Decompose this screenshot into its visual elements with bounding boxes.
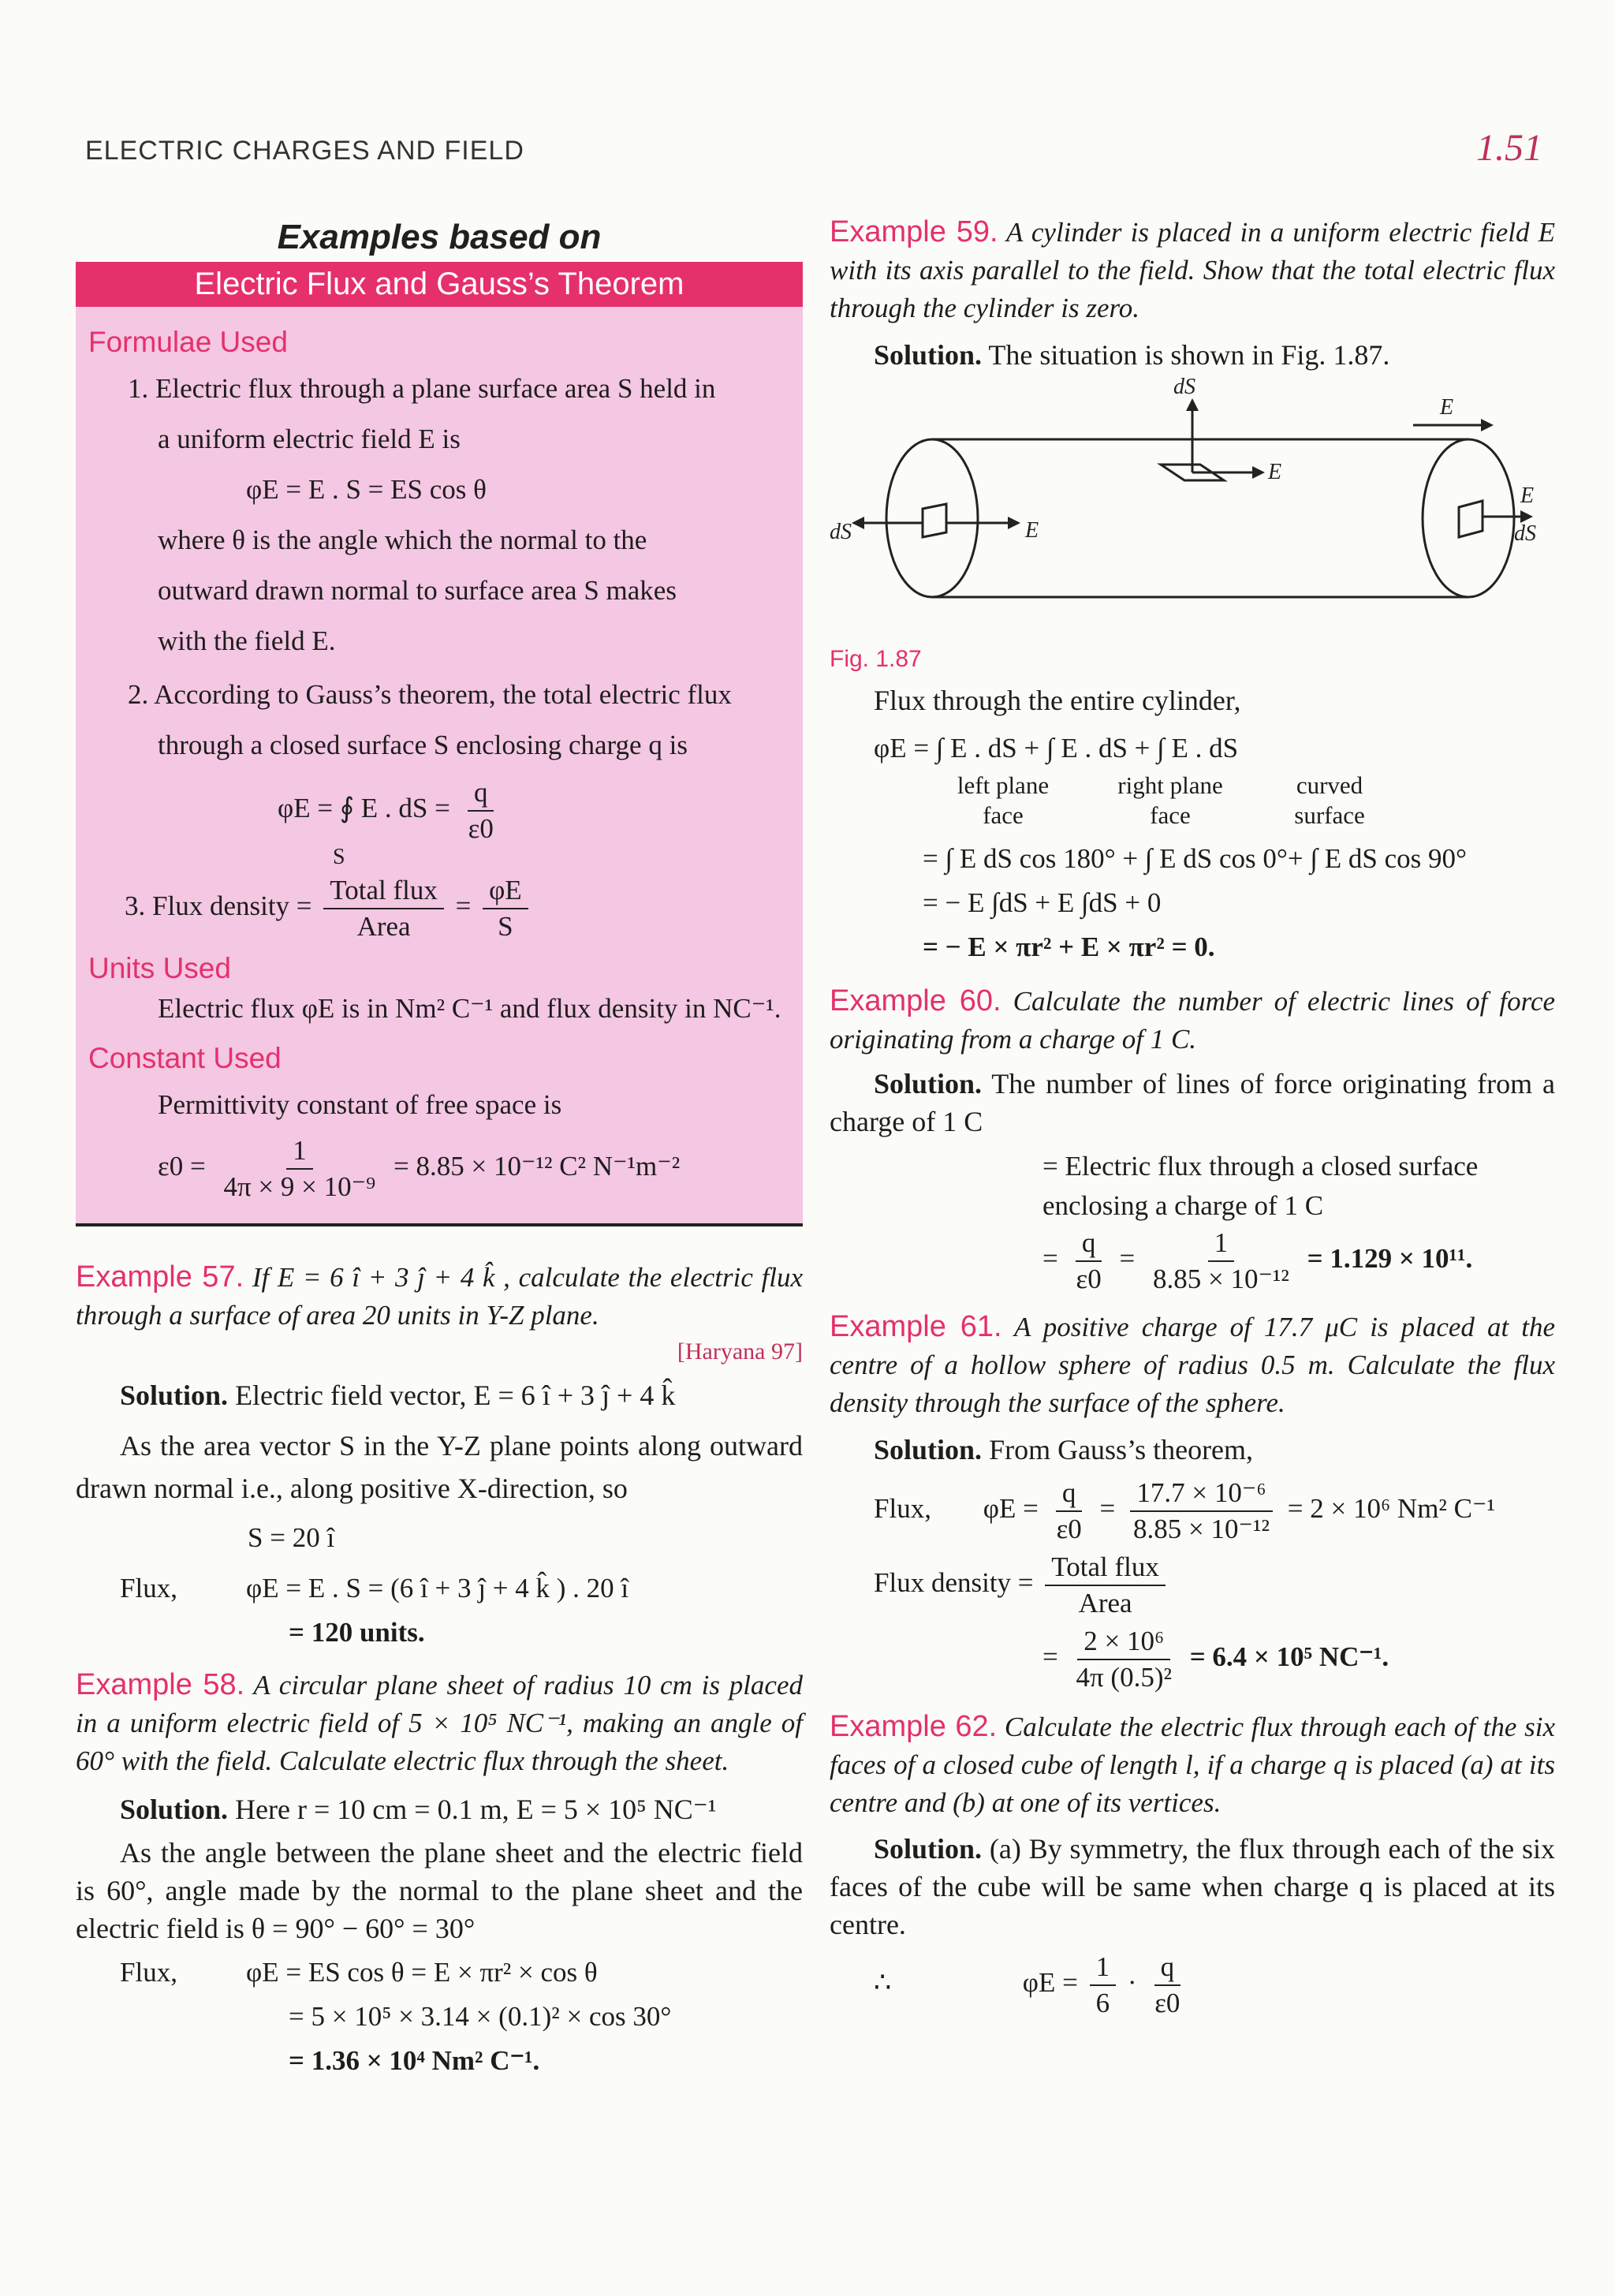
formula-2-numerator: q bbox=[468, 775, 494, 812]
example-58-eq-3: = 1.36 × 10⁴ Nm² C⁻¹. bbox=[289, 2045, 540, 2076]
box-title: Examples based on bbox=[277, 218, 602, 256]
example-62 bbox=[830, 1708, 1555, 2021]
solution-label: Solution. bbox=[874, 1068, 983, 1099]
arrowhead bbox=[1008, 517, 1020, 529]
example-60-label: Example 60. bbox=[830, 984, 1001, 1017]
denominator: 8.85 × 10⁻¹² bbox=[1133, 1514, 1270, 1544]
constant-equation bbox=[88, 1133, 787, 1204]
example-59-eq-4: = − E × πr² + E × πr² = 0. bbox=[923, 931, 1215, 962]
solution-label: Solution. bbox=[120, 1379, 229, 1411]
formula-2-lhs: φE = ∮ E . dS = bbox=[278, 793, 450, 824]
example-62-question bbox=[830, 1708, 1555, 1822]
example-61-text: A positive charge of 17.7 μC is placed at the centre of a hollow sphere of radius 0.5 m. Calculate the flux density through the surface of the sphere. bbox=[830, 1312, 1556, 1418]
left-patch bbox=[923, 504, 946, 537]
example-57-eq-2-text: φE = E . S = (6 î + 3 ĵ + 4 k̂ ) . 20 î bbox=[246, 1573, 629, 1603]
numerator: 2 × 10⁶ bbox=[1077, 1624, 1170, 1660]
formula-2-fraction bbox=[462, 775, 500, 846]
left-end-face bbox=[886, 439, 978, 597]
arrowhead bbox=[1186, 398, 1199, 411]
example-58-eq-1-text: φE = ES cos θ = E × πr² × cos θ bbox=[246, 1957, 598, 1988]
example-61-flux-eq bbox=[830, 1476, 1555, 1547]
denominator: Area bbox=[1078, 1588, 1132, 1618]
formulae-heading: Formulae Used bbox=[88, 326, 288, 358]
example-59-solution-1-text: The situation is shown in Fig. 1.87. bbox=[988, 339, 1390, 371]
label-ds-left: dS bbox=[830, 520, 852, 544]
example-62-fraction-1 bbox=[1090, 1950, 1117, 2021]
page-number: 1.51 bbox=[1476, 127, 1542, 169]
example-58-flux-label: Flux, bbox=[120, 1957, 177, 1988]
formula-2-line-b: through a closed surface S enclosing charge q is bbox=[158, 730, 688, 760]
example-61-density-label: Flux density = bbox=[874, 1567, 1034, 1599]
example-61-flux-fraction-1 bbox=[1050, 1476, 1088, 1547]
formula-3-denominator-a: Area bbox=[356, 911, 411, 942]
formula-2-equation bbox=[88, 775, 787, 868]
dot-operator: · bbox=[1127, 1967, 1137, 1999]
example-62-text: Calculate the electric flux through each of the six faces of a closed cube of length l, if a charge q is placed (a) at its centre and (b) at one of its vertices. bbox=[830, 1712, 1555, 1818]
example-57-solution-1-text: Electric field vector, E = 6 î + 3 ĵ + 4 k̂ bbox=[235, 1379, 676, 1411]
example-59-text: A cylinder is placed in a uniform electric field E with its axis parallel to the field. Show that the total electric flux through the cylinder is zero. bbox=[830, 217, 1555, 323]
example-57-source: [Haryana 97] bbox=[677, 1338, 803, 1365]
solution-label: Solution. bbox=[120, 1794, 229, 1825]
formula-3-lhs: 3. Flux density = bbox=[125, 890, 312, 922]
example-57-eq-2 bbox=[76, 1566, 803, 1611]
example-61-density-fraction bbox=[1045, 1550, 1166, 1621]
constant-denominator: 4π × 9 × 10⁻⁹ bbox=[223, 1171, 376, 1202]
example-58-text: A circular plane sheet of radius 10 cm is placed in a uniform electric field of 5 × 10⁵ NC⁻¹, making an angle of 60° with the field. Calculate electric flux through the sheet. bbox=[76, 1670, 803, 1776]
figure-caption: Fig. 1.87 bbox=[830, 646, 922, 672]
example-60-eq-1: = Electric flux through a closed surface enclosing a charge of 1 C bbox=[1042, 1151, 1479, 1221]
formula-1-line-d: outward drawn normal to surface area S makes bbox=[158, 575, 677, 606]
example-57-solution-1 bbox=[76, 1374, 803, 1417]
label-ds-top: dS bbox=[1173, 376, 1195, 399]
units-text: Electric flux φE is in Nm² C⁻¹ and flux density in NC⁻¹. bbox=[158, 993, 781, 1024]
example-62-eq bbox=[830, 1950, 1555, 2021]
right-column bbox=[830, 213, 1555, 2021]
label-e-right: E bbox=[1520, 483, 1535, 508]
example-61-density-fraction-2 bbox=[1070, 1624, 1178, 1695]
label-e-mid: E bbox=[1268, 460, 1282, 484]
denominator: ε0 bbox=[1154, 1988, 1180, 2018]
face-label-right: right plane face bbox=[1117, 771, 1223, 829]
face-label-curved: curved surface bbox=[1294, 771, 1365, 829]
constant-text: Permittivity constant of free space is bbox=[158, 1089, 562, 1120]
example-61-flux-rhs: = 2 × 10⁶ Nm² C⁻¹ bbox=[1287, 1493, 1495, 1525]
example-58-label: Example 58. bbox=[76, 1668, 245, 1701]
solution-label: Solution. bbox=[874, 1833, 983, 1865]
arrowhead bbox=[1252, 466, 1265, 479]
arrowhead bbox=[852, 517, 864, 529]
example-59-solution-1 bbox=[830, 334, 1555, 376]
example-57 bbox=[76, 1258, 803, 1655]
example-61-density-eq-2 bbox=[830, 1624, 1555, 1695]
example-60 bbox=[830, 982, 1555, 1297]
example-57-label: Example 57. bbox=[76, 1260, 244, 1294]
formula-2-denominator: ε0 bbox=[468, 813, 494, 844]
formulae-box bbox=[76, 307, 803, 1226]
example-60-eq-2 bbox=[830, 1226, 1555, 1297]
numerator: 17.7 × 10⁻⁶ bbox=[1130, 1476, 1272, 1512]
example-58-solution-1-text: Here r = 10 cm = 0.1 m, E = 5 × 10⁵ NC⁻¹ bbox=[235, 1794, 717, 1825]
constant-numerator: 1 bbox=[286, 1133, 313, 1170]
equals-sign: = bbox=[1099, 1493, 1116, 1525]
example-57-eq-1: S = 20 î bbox=[248, 1522, 335, 1553]
example-62-fraction-2 bbox=[1148, 1950, 1186, 2021]
example-62-solution-1-text: (a) By symmetry, the flux through each of the six faces of the cube will be same when charge q is placed at its centre. bbox=[830, 1833, 1555, 1940]
example-59-eq-2: = ∫ E dS cos 180° + ∫ E dS cos 0°+ ∫ E dS cos 90° bbox=[923, 843, 1467, 874]
example-58-solution-2: As the angle between the plane sheet and the electric field is 60°, angle made by the normal to the plane sheet and the electric field is θ = 90° − 60° = 30° bbox=[76, 1837, 803, 1944]
example-57-text: If E = 6 î + 3 ĵ + 4 k̂ , calculate the electric flux through a surface of area 20 units in Y-Z plane. bbox=[76, 1262, 804, 1331]
example-57-eq-3: = 120 units. bbox=[289, 1617, 425, 1648]
example-58-question bbox=[76, 1666, 803, 1780]
units-heading: Units Used bbox=[88, 952, 231, 984]
example-59-eq-3: = − E ∫dS + E ∫dS + 0 bbox=[923, 887, 1162, 918]
numerator: Total flux bbox=[1045, 1550, 1166, 1586]
example-61-flux-label: Flux, bbox=[874, 1493, 931, 1525]
right-end-face bbox=[1423, 439, 1514, 597]
formula-2-surface-label: S bbox=[333, 845, 345, 869]
example-61-density-eq bbox=[830, 1550, 1555, 1621]
right-patch bbox=[1459, 501, 1483, 537]
example-62-solution-1 bbox=[830, 1830, 1555, 1943]
example-60-solution-1 bbox=[830, 1065, 1555, 1141]
example-61 bbox=[830, 1308, 1555, 1695]
example-59 bbox=[830, 213, 1555, 969]
therefore-symbol: ∴ bbox=[874, 1967, 892, 1999]
equals-sign: = bbox=[1119, 1243, 1136, 1275]
numerator: q bbox=[1056, 1476, 1083, 1512]
formula-2-line-a: 2. According to Gauss’s theorem, the total electric flux bbox=[128, 679, 732, 710]
cylinder-figure bbox=[830, 376, 1555, 637]
example-59-question bbox=[830, 213, 1555, 327]
example-61-solution-1 bbox=[830, 1428, 1555, 1471]
formula-1-line-c: where θ is the angle which the normal to the bbox=[158, 525, 647, 555]
example-60-text: Calculate the number of electric lines of force originating from a charge of 1 C. bbox=[830, 986, 1556, 1055]
solution-label: Solution. bbox=[874, 339, 983, 371]
example-58 bbox=[76, 1666, 803, 2083]
constant-rhs: = 8.85 × 10⁻¹² C² N⁻¹m⁻² bbox=[393, 1151, 681, 1182]
numerator: 1 bbox=[1090, 1950, 1117, 1986]
example-61-solution-1-text: From Gauss’s theorem, bbox=[989, 1434, 1254, 1465]
example-60-question bbox=[830, 982, 1555, 1058]
example-62-lhs: φE = bbox=[1022, 1967, 1078, 1999]
numerator: 1 bbox=[1208, 1226, 1235, 1262]
arrowhead bbox=[1481, 419, 1494, 431]
constant-lhs: ε0 = bbox=[158, 1151, 206, 1182]
label-e-top: E bbox=[1440, 395, 1454, 420]
running-header: ELECTRIC CHARGES AND FIELD bbox=[85, 136, 524, 166]
example-61-flux-lhs: φE = bbox=[983, 1493, 1039, 1525]
example-60-fraction-2 bbox=[1147, 1226, 1296, 1297]
solution-label: Solution. bbox=[874, 1434, 983, 1465]
example-58-eq-1 bbox=[76, 1951, 803, 1995]
denominator: 6 bbox=[1095, 1988, 1110, 2018]
example-61-flux-fraction-2 bbox=[1127, 1476, 1276, 1547]
formula-3-fraction-a bbox=[323, 873, 444, 944]
example-61-question bbox=[830, 1308, 1555, 1422]
formula-3-numerator-b: φE bbox=[483, 873, 528, 909]
formula-3-denominator-b: S bbox=[498, 911, 513, 942]
formula-1-line-b: a uniform electric field E is bbox=[158, 424, 461, 454]
example-57-question bbox=[76, 1258, 803, 1335]
numerator: q bbox=[1154, 1950, 1181, 1986]
formula-1-line-e: with the field E. bbox=[158, 625, 336, 656]
example-57-solution-2: As the area vector S in the Y-Z plane points along outward drawn normal i.e., along positive X-direction, so bbox=[76, 1430, 803, 1504]
formula-3-equation bbox=[88, 873, 787, 944]
formula-3-fraction-b bbox=[483, 873, 528, 944]
example-57-flux-label: Flux, bbox=[120, 1573, 177, 1603]
example-60-fraction-1 bbox=[1070, 1226, 1108, 1297]
denominator: ε0 bbox=[1056, 1514, 1082, 1544]
example-59-label: Example 59. bbox=[830, 215, 998, 248]
example-60-solution-1-text: The number of lines of force originating from a charge of 1 C bbox=[830, 1068, 1555, 1137]
example-61-label: Example 61. bbox=[830, 1310, 1002, 1343]
box-subtitle: Electric Flux and Gauss’s Theorem bbox=[76, 262, 803, 307]
face-labels bbox=[830, 771, 1555, 831]
example-61-result: = 6.4 × 10⁵ NC⁻¹. bbox=[1189, 1641, 1389, 1673]
example-59-eq-1: φE = ∫ E . dS + ∫ E . dS + ∫ E . dS bbox=[874, 733, 1239, 763]
example-58-eq-2: = 5 × 10⁵ × 3.14 × (0.1)² × cos 30° bbox=[289, 2001, 672, 2032]
equals-sign: = bbox=[1042, 1641, 1058, 1673]
constant-fraction bbox=[217, 1133, 382, 1204]
example-59-solution-2: Flux through the entire cylinder, bbox=[874, 685, 1241, 716]
formula-1-equation: φE = E . S = ES cos θ bbox=[246, 474, 487, 505]
denominator: ε0 bbox=[1076, 1264, 1102, 1294]
denominator: 4π (0.5)² bbox=[1076, 1662, 1172, 1693]
equals-sign: = bbox=[1042, 1243, 1058, 1275]
equals-sign: = bbox=[455, 890, 472, 922]
constant-heading: Constant Used bbox=[88, 1042, 282, 1074]
numerator: q bbox=[1076, 1226, 1102, 1262]
left-column bbox=[76, 213, 803, 2083]
label-ds-right: dS bbox=[1514, 521, 1536, 546]
label-e-left: E bbox=[1025, 518, 1039, 543]
example-58-solution-1 bbox=[76, 1788, 803, 1831]
denominator: 8.85 × 10⁻¹² bbox=[1152, 1264, 1289, 1294]
example-60-result: = 1.129 × 10¹¹. bbox=[1307, 1243, 1473, 1275]
formula-1-line-a: 1. Electric flux through a plane surface area S held in bbox=[128, 373, 716, 404]
example-62-label: Example 62. bbox=[830, 1710, 998, 1743]
face-label-left: left plane face bbox=[957, 771, 1050, 829]
formula-3-numerator-a: Total flux bbox=[323, 873, 444, 909]
